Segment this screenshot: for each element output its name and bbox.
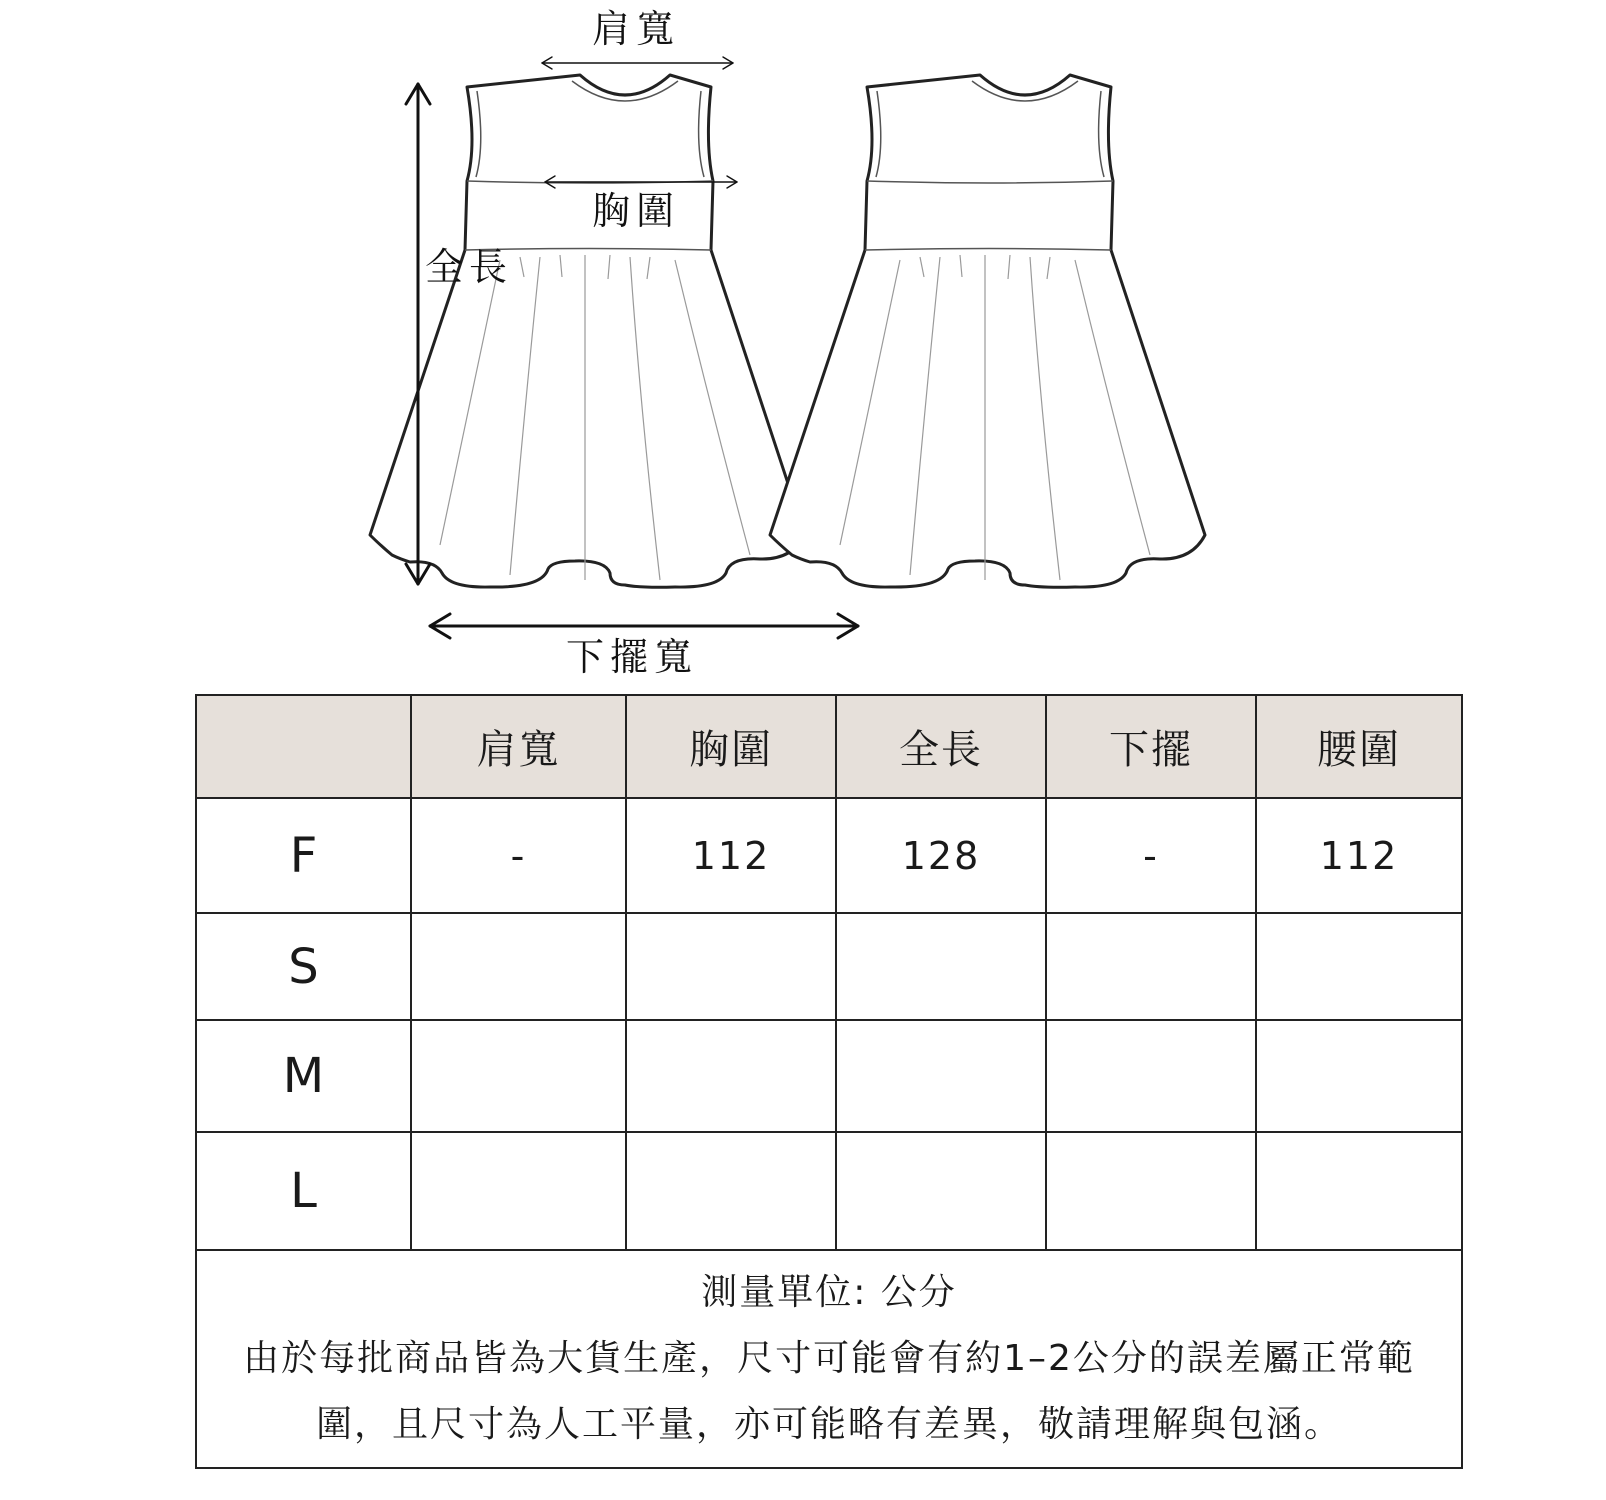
table-row <box>196 1020 1462 1132</box>
table-row <box>196 798 1462 913</box>
header-cell-shoulder: 肩寬 <box>411 695 626 798</box>
table-cell: 112 <box>626 798 836 913</box>
table-cell <box>411 913 626 1020</box>
size-label: S <box>196 913 411 1020</box>
table-cell <box>1256 1132 1462 1250</box>
table-cell <box>1256 913 1462 1020</box>
table-cell <box>836 1132 1046 1250</box>
size-label: M <box>196 1020 411 1132</box>
table-cell <box>626 913 836 1020</box>
table-header-row <box>196 695 1462 798</box>
notes-row <box>196 1250 1462 1468</box>
table-cell: 128 <box>836 798 1046 913</box>
size-label: L <box>196 1132 411 1250</box>
table-cell <box>411 1020 626 1132</box>
table-cell <box>1046 913 1256 1020</box>
dress-front-icon <box>370 75 805 587</box>
chest-label: 胸圍 <box>592 189 681 233</box>
table-row <box>196 913 1462 1020</box>
size-label: F <box>196 798 411 913</box>
tolerance-note: 由於每批商品皆為大貨生產，尺寸可能會有約1–2公分的誤差屬正常範圍，且尺寸為人工平量，亦可能略有差異，敬請理解與包涵。 <box>243 1338 1415 1445</box>
table-cell <box>626 1132 836 1250</box>
shoulder-arrow-icon <box>542 57 733 69</box>
length-label: 全長 <box>425 245 514 289</box>
table-cell <box>626 1020 836 1132</box>
table-cell: - <box>1046 798 1256 913</box>
header-cell-corner <box>196 695 411 798</box>
table-cell: 112 <box>1256 798 1462 913</box>
table-cell <box>1046 1020 1256 1132</box>
table-cell: - <box>411 798 626 913</box>
table-row <box>196 1132 1462 1250</box>
header-cell-waist: 腰圍 <box>1256 695 1462 798</box>
table-cell <box>836 913 1046 1020</box>
table-cell <box>411 1132 626 1250</box>
table-cell <box>1046 1132 1256 1250</box>
notes-cell <box>196 1250 1462 1468</box>
measurement-unit-note: 測量單位: 公分 <box>701 1272 957 1313</box>
table-cell <box>1256 1020 1462 1132</box>
table-cell <box>836 1020 1046 1132</box>
header-cell-chest: 胸圍 <box>626 695 836 798</box>
shoulder-label: 肩寬 <box>592 7 681 51</box>
header-cell-length: 全長 <box>836 695 1046 798</box>
dress-back-icon <box>770 75 1205 587</box>
hem-label: 下擺寬 <box>566 635 699 679</box>
header-cell-hem: 下擺 <box>1046 695 1256 798</box>
size-table <box>195 694 1463 1469</box>
size-diagram <box>0 0 1606 680</box>
